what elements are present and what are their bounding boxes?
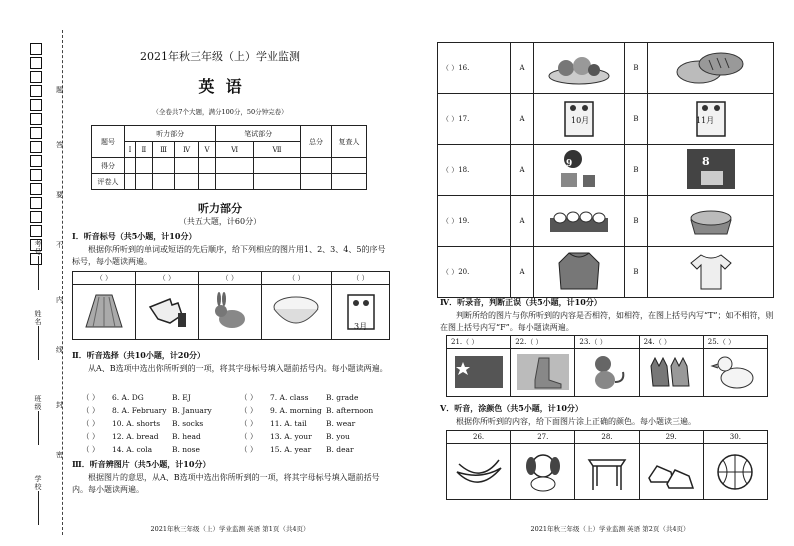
seal-word: 要 <box>56 191 63 199</box>
sweater-pic <box>534 247 625 298</box>
foot-icon <box>515 352 571 392</box>
seal-word: 不 <box>56 241 63 249</box>
grader-cell[interactable] <box>135 174 152 190</box>
option-b: B. wear <box>326 419 356 428</box>
examnum-boxes[interactable] <box>30 42 46 266</box>
q2-row <box>82 430 382 443</box>
field-name-label: 姓名 <box>34 310 42 326</box>
hand-sign-icon <box>142 289 192 333</box>
q5-label: 28. <box>575 431 639 444</box>
field-line[interactable] <box>38 491 39 525</box>
footer-right: 2021年秋三年级（上）学业监测 英语 第2页（共4页） <box>530 525 690 533</box>
q2-row <box>82 404 382 417</box>
option-a: 8. A. February <box>112 406 167 415</box>
option-b-letter: B <box>625 196 648 247</box>
field-line[interactable] <box>38 411 39 445</box>
seal-word: 封 <box>56 401 63 409</box>
score-cell[interactable] <box>135 158 152 174</box>
grader-cell[interactable] <box>175 174 198 190</box>
q3-options-table <box>437 42 774 298</box>
q1-paren[interactable]: （ ） <box>332 272 390 285</box>
food-plate-icon <box>544 46 614 88</box>
sweater-icon <box>551 249 607 293</box>
grader-cell[interactable] <box>125 174 136 190</box>
option-b-letter: B <box>625 247 648 298</box>
eggs-pic <box>534 196 625 247</box>
box[interactable] <box>30 183 42 195</box>
birthday-nine-pic <box>534 145 625 196</box>
q1-paren[interactable]: （ ） <box>261 272 331 285</box>
q1-pic-hand <box>135 285 198 340</box>
seal-word: 内 <box>56 296 63 304</box>
field-examnum-label: 考号 <box>34 240 42 256</box>
answer-paren[interactable]: （ ） <box>240 393 258 402</box>
answer-paren[interactable]: （ ） <box>240 445 258 454</box>
box[interactable] <box>30 225 42 237</box>
q1-paren[interactable]: （ ） <box>73 272 136 285</box>
dog-icon <box>515 448 571 494</box>
option-a: 6. A. DG <box>112 393 144 402</box>
option-a-letter: A <box>511 196 534 247</box>
calendar-oct-pic <box>534 94 625 145</box>
th-reviewer: 复查人 <box>332 126 367 158</box>
q4-pic-monkey <box>575 349 639 397</box>
q3-paren[interactable]: （ ）20. <box>438 247 511 298</box>
field-school-label: 学校 <box>34 475 42 491</box>
answer-paren[interactable]: （ ） <box>240 432 258 441</box>
answer-paren[interactable]: （ ） <box>82 406 100 415</box>
birthday-eight-pic <box>648 145 774 196</box>
q4-pic-flag <box>447 349 511 397</box>
q2-instr: 从A、B选项中选出你所听到的一项，将其字母标号填入题前括号内。每小题读两遍。 <box>88 364 388 373</box>
option-a-letter: A <box>511 247 534 298</box>
calendar-text: 3月 <box>354 322 368 331</box>
box[interactable] <box>30 169 42 181</box>
grader-cell[interactable] <box>332 174 367 190</box>
q2-row <box>82 443 382 456</box>
q5-pic-ball[interactable] <box>703 444 767 500</box>
option-b: B. you <box>326 432 350 441</box>
grader-cell[interactable] <box>253 174 300 190</box>
bread-pic <box>648 43 774 94</box>
option-a: 13. A. your <box>270 432 312 441</box>
th-listen: 听力部分 <box>125 126 216 142</box>
q1-paren[interactable]: （ ） <box>135 272 198 285</box>
answer-paren[interactable]: （ ） <box>240 419 258 428</box>
score-cell[interactable] <box>125 158 136 174</box>
seal-word: 题 <box>56 86 63 94</box>
cal-text: 10月 <box>571 116 590 125</box>
t-shirt-icon <box>683 249 739 293</box>
q3-paren[interactable]: （ ）17. <box>438 94 511 145</box>
score-cell[interactable] <box>301 158 332 174</box>
box[interactable] <box>30 155 42 167</box>
q1-pic-calendar <box>332 285 390 340</box>
th-numeral: Ⅶ <box>253 142 300 158</box>
th-numeral: Ⅰ <box>125 142 136 158</box>
option-a: 15. A. year <box>270 445 312 454</box>
shoes-icon <box>643 448 699 494</box>
rabbit-icon <box>205 289 255 333</box>
option-b: B. grade <box>326 393 359 402</box>
bread-icon <box>671 46 751 88</box>
section-title: 听力部分 <box>198 202 242 215</box>
row-grader-label: 评卷人 <box>92 174 125 190</box>
option-a: 14. A. cola <box>112 445 153 454</box>
th-numeral: Ⅲ <box>152 142 175 158</box>
box[interactable] <box>30 85 42 97</box>
answer-paren[interactable]: （ ） <box>82 419 100 428</box>
section-sub: （共五大题，计60分） <box>178 217 262 226</box>
option-a: 10. A. shorts <box>112 419 161 428</box>
option-b-letter: B <box>625 145 648 196</box>
binding-fields <box>33 240 45 540</box>
option-a: 7. A. class <box>270 393 309 402</box>
option-b: B. afternoon <box>326 406 374 415</box>
option-b-letter: B <box>625 43 648 94</box>
box[interactable] <box>30 99 42 111</box>
birthday-number: 8 <box>702 155 710 168</box>
th-numeral: Ⅵ <box>216 142 254 158</box>
tshirt-pic <box>648 247 774 298</box>
q1-pic-rabbit <box>198 285 261 340</box>
q5-heading: Ⅴ．听音，涂颜色（共5小题，计10分） <box>440 403 583 413</box>
row-score-label: 得分 <box>92 158 125 174</box>
grader-cell[interactable] <box>152 174 175 190</box>
th-tihao: 题号 <box>92 126 125 158</box>
q1-paren[interactable]: （ ） <box>198 272 261 285</box>
q4-label[interactable]: 24.（ ） <box>639 336 703 349</box>
box[interactable] <box>30 71 42 83</box>
score-table <box>91 125 367 190</box>
answer-paren[interactable]: （ ） <box>82 432 100 441</box>
q5-pic-dog[interactable] <box>511 444 575 500</box>
gloves-icon <box>643 352 699 392</box>
binding-strip <box>30 42 46 266</box>
q4-label[interactable]: 22.（ ） <box>511 336 575 349</box>
q4-label[interactable]: 21.（ ） <box>447 336 511 349</box>
birthday-eight-icon <box>683 147 739 191</box>
duck-icon <box>707 352 763 392</box>
q1-pic-rice <box>261 285 331 340</box>
option-a-letter: A <box>511 43 534 94</box>
q5-label: 27. <box>511 431 575 444</box>
box[interactable] <box>30 141 42 153</box>
q5-label: 30. <box>703 431 767 444</box>
skirt-icon <box>79 289 129 333</box>
q5-table <box>446 430 768 500</box>
option-b: B. EJ <box>172 393 191 402</box>
q1-heading: Ⅰ．听音标号（共5小题，计10分） <box>72 231 197 241</box>
grader-cell[interactable] <box>301 174 332 190</box>
th-written: 笔试部分 <box>216 126 301 142</box>
th-numeral: Ⅱ <box>135 142 152 158</box>
desk-icon <box>579 448 635 494</box>
exam-note: （全卷共7个大题，满分100分，50分钟完卷） <box>152 108 288 116</box>
q3-heading: Ⅲ．听音辨图片（共5小题，计10分） <box>72 459 211 469</box>
box[interactable] <box>30 127 42 139</box>
seal-word: 线 <box>56 346 63 354</box>
cal-text: 11月 <box>696 116 715 125</box>
option-a: 12. A. bread <box>112 432 159 441</box>
birthday-nine-icon <box>551 147 607 191</box>
seal-word: 密 <box>56 451 63 459</box>
q5-pic-desk[interactable] <box>575 444 639 500</box>
q5-instr: 根据你所听到的内容，给下面图片涂上正确的颜色。每小题读三遍。 <box>456 417 696 426</box>
seal-word: 答 <box>56 141 63 149</box>
subject-title: 英 语 <box>198 77 242 96</box>
q2-row <box>82 417 382 430</box>
grader-cell[interactable] <box>198 174 216 190</box>
th-total: 总分 <box>301 126 332 158</box>
answer-paren[interactable]: （ ） <box>82 445 100 454</box>
score-cell[interactable] <box>152 158 175 174</box>
ball-icon <box>707 448 763 494</box>
field-class-label: 班级 <box>34 395 42 411</box>
score-cell[interactable] <box>253 158 300 174</box>
q2-grid <box>82 391 382 456</box>
answer-paren[interactable]: （ ） <box>82 393 100 402</box>
q4-pic-duck <box>703 349 767 397</box>
box[interactable] <box>30 113 42 125</box>
q5-label: 26. <box>447 431 511 444</box>
option-b: B. socks <box>172 419 204 428</box>
th-numeral: Ⅳ <box>175 142 198 158</box>
q4-label[interactable]: 25.（ ） <box>703 336 767 349</box>
q4-instr: 判断所给的图片与你所听到的内容是否相符，如相符，在图上括号内写“T”；如不相符，则在图上括号内写“F”。每小题读两遍。 <box>440 311 774 332</box>
q1-picture-table <box>72 271 390 340</box>
footer-left: 2021年秋三年级（上）学业监测 英语 第1页（共4页） <box>150 525 310 533</box>
grader-cell[interactable] <box>216 174 254 190</box>
option-a: 11. A. tail <box>270 419 307 428</box>
monkey-icon <box>579 352 635 392</box>
box[interactable] <box>30 43 42 55</box>
option-a-letter: A <box>511 94 534 145</box>
page-title: 2021年秋三年级（上）学业监测 <box>140 50 300 63</box>
flag-icon <box>451 352 507 392</box>
eggs-icon <box>544 200 614 240</box>
option-b: B. January <box>172 406 212 415</box>
box[interactable] <box>30 57 42 69</box>
rice-bowl-icon <box>268 289 324 333</box>
score-cell[interactable] <box>216 158 254 174</box>
q1-instr: 根据你所听到的单词或短语的先后顺序，给下列相应的图片用1、2、3、4、5的序号标号，每小题读两遍。 <box>72 245 386 266</box>
q4-label[interactable]: 23.（ ） <box>575 336 639 349</box>
option-b: B. head <box>172 432 201 441</box>
q1-pic-skirt <box>73 285 136 340</box>
banana-icon <box>451 448 507 494</box>
q4-pic-foot <box>511 349 575 397</box>
score-cell[interactable] <box>332 158 367 174</box>
answer-paren[interactable]: （ ） <box>240 406 258 415</box>
score-cell[interactable] <box>175 158 198 174</box>
q4-pic-gloves <box>639 349 703 397</box>
calendar-nov-pic <box>648 94 774 145</box>
cake-icon <box>681 200 741 240</box>
birthday-number: 9 <box>566 159 573 169</box>
q5-pic-shoes[interactable] <box>639 444 703 500</box>
field-line[interactable] <box>38 256 39 290</box>
option-a-letter: A <box>511 145 534 196</box>
q4-table <box>446 335 768 397</box>
q3-paren[interactable]: （ ）19. <box>438 196 511 247</box>
th-numeral: Ⅴ <box>198 142 216 158</box>
box[interactable] <box>30 211 42 223</box>
option-a: 9. A. morning <box>270 406 322 415</box>
q2-heading: Ⅱ．听音选择（共10小题，计20分） <box>72 350 206 360</box>
q2-row <box>82 391 382 404</box>
option-b: B. dear <box>326 445 354 454</box>
option-b-letter: B <box>625 94 648 145</box>
field-line[interactable] <box>38 326 39 360</box>
cake-pic <box>648 196 774 247</box>
score-cell[interactable] <box>198 158 216 174</box>
q4-heading: Ⅳ．听录音，判断正误（共5小题，计10分） <box>440 297 602 307</box>
food-plate-pic <box>534 43 625 94</box>
q3-paren[interactable]: （ ）18. <box>438 145 511 196</box>
q3-paren[interactable]: （ ）16. <box>438 43 511 94</box>
q5-pic-banana[interactable] <box>447 444 511 500</box>
option-b: B. nose <box>172 445 200 454</box>
q5-label: 29. <box>639 431 703 444</box>
q3-instr: 根据图片的意思，从A、B选项中选出你所听到的一项，将其字母标号填入题前括号内。每小题读两遍。 <box>72 473 380 494</box>
box[interactable] <box>30 197 42 209</box>
